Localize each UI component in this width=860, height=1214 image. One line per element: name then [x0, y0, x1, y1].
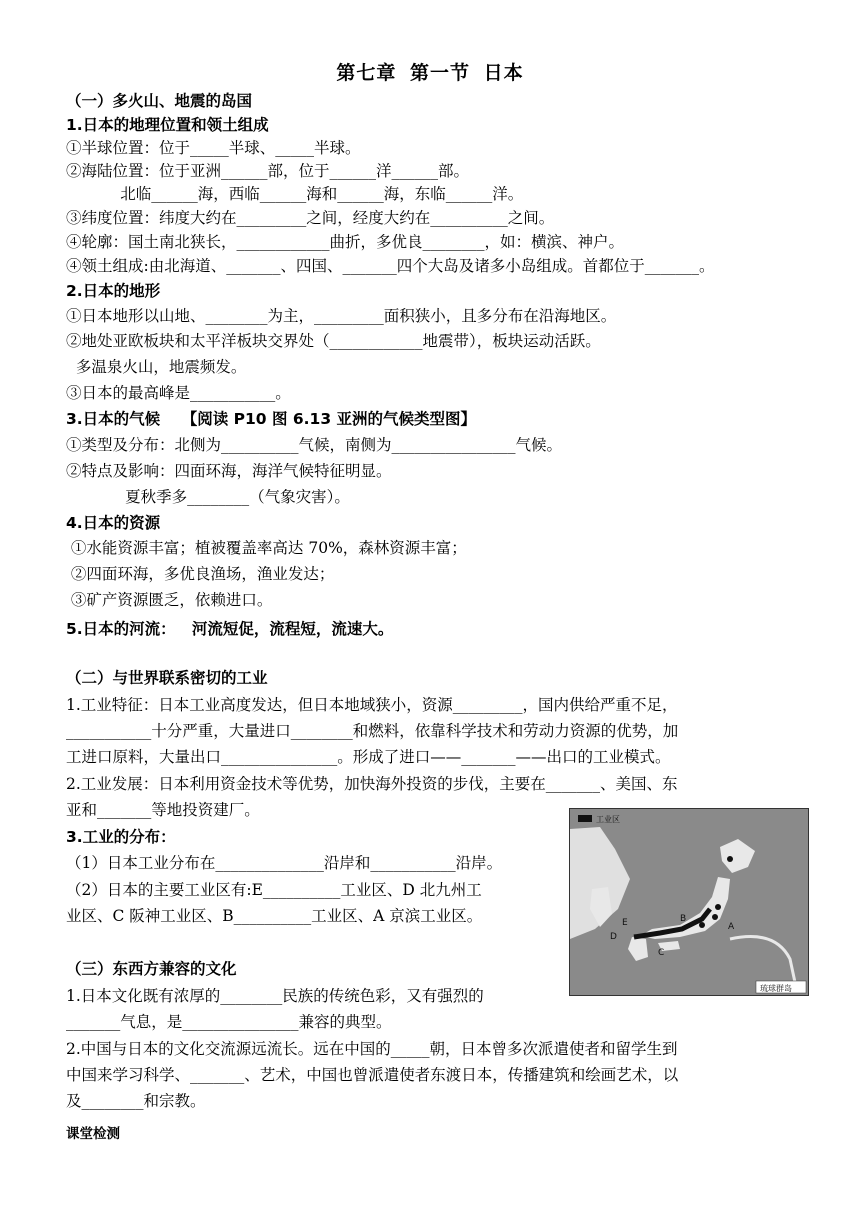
page-title: 第七章 第一节 日本 — [336, 62, 524, 84]
city-marker — [712, 914, 718, 920]
text-line: ②海陆位置：位于亚洲______部，位于______洋______部。 — [66, 162, 470, 180]
text-line: 2.中国与日本的文化交流源远流长。远在中国的_____朝，日本曾多次派遣使者和留学生到 — [66, 1040, 678, 1058]
label-b: B — [680, 914, 687, 924]
text-line: 北临______海，西临______海和______海，东临______洋。 — [66, 185, 524, 203]
text-line: 夏秋季多________（气象灾害）。 — [66, 488, 350, 506]
text-line: （1）日本工业分布在______________沿岸和___________沿岸。 — [66, 854, 503, 872]
japan-industry-map — [569, 808, 809, 996]
text-line: 工进口原料，大量出口_______________。形成了进口——_______——出口的工业模式。 — [66, 748, 671, 766]
section-heading: 2.日本的地形 — [66, 282, 161, 300]
text-line: ___________十分严重，大量进口________和燃料，依靠科学技术和劳动力资源的优势，加 — [66, 722, 679, 740]
text-line: 1.工业特征：日本工业高度发达，但日本地域狭小，资源_________，国内供给严重不足， — [66, 696, 678, 714]
text-line: ①类型及分布：北侧为__________气候，南侧为________________气候。 — [66, 436, 563, 454]
text-line: ①半球位置：位于_____半球、_____半球。 — [66, 139, 361, 157]
legend-label: 工业区 — [596, 815, 620, 824]
text-line: 及________和宗教。 — [66, 1092, 206, 1110]
text-line: ③日本的最高峰是___________。 — [66, 384, 291, 402]
text-line: ②地处亚欧板块和太平洋板块交界处（____________地震带），板块运动活跃。 — [66, 332, 601, 350]
city-marker — [699, 922, 705, 928]
text-line: 业区、C 阪神工业区、B__________工业区、A 京滨工业区。 — [66, 907, 483, 925]
text-line: 多温泉火山，地震频发。 — [66, 358, 247, 376]
text-line: ①水能资源丰富；植被覆盖率高达 70%，森林资源丰富； — [66, 539, 467, 557]
text-line: （2）日本的主要工业区有:E__________工业区、D 北九州工 — [66, 881, 482, 899]
section-heading: 1.日本的地理位置和领土组成 — [66, 116, 269, 134]
text-line: ③纬度位置：纬度大约在_________之间，经度大约在__________之间。 — [66, 209, 555, 227]
text-line: ②四面环海，多优良渔场，渔业发达； — [66, 565, 335, 583]
section-heading: （三）东西方兼容的文化 — [66, 960, 237, 978]
text-line: 2.工业发展：日本利用资金技术等优势，加快海外投资的步伐，主要在_______、美国、东 — [66, 775, 678, 793]
label-a: A — [728, 922, 735, 932]
text-line: ②特点及影响：四面环海，海洋气候特征明显。 — [66, 462, 392, 480]
section-heading: （一）多火山、地震的岛国 — [66, 92, 253, 110]
section-heading: （二）与世界联系密切的工业 — [66, 669, 268, 687]
text-line: ④领土组成:由北海道、_______、四国、_______四个大岛及诸多小岛组成。首都位于_______。 — [66, 257, 715, 275]
text-line: ④轮廓：国土南北狭长，____________曲折，多优良________，如：横滨、神户。 — [66, 233, 625, 251]
text-line: ③矿产资源匮乏，依赖进口。 — [66, 591, 273, 609]
label-e: E — [622, 918, 628, 928]
city-marker — [727, 856, 733, 862]
section-heading: 4.日本的资源 — [66, 514, 161, 532]
section-heading: 3.日本的气候 【阅读 P10 图 6.13 亚洲的气候类型图】 — [66, 410, 477, 428]
section-footer: 课堂检测 — [66, 1126, 120, 1142]
city-marker — [715, 904, 721, 910]
section-heading: 5.日本的河流： 河流短促，流程短，流速大。 — [66, 620, 394, 638]
text-line: ①日本地形以山地、________为主，_________面积狭小，且多分布在沿海地区。 — [66, 307, 617, 325]
label-d: D — [610, 932, 617, 942]
text-line: 1.日本文化既有浓厚的________民族的传统色彩，又有强烈的 — [66, 987, 484, 1005]
label-c: C — [658, 948, 665, 958]
text-line: 亚和_______等地投资建厂。 — [66, 801, 260, 819]
map-caption: 琉球群岛 — [760, 984, 792, 993]
legend-swatch — [578, 815, 592, 822]
text-line: 中国来学习科学、_______、艺术，中国也曾派遣使者东渡日本，传播建筑和绘画艺术，以 — [66, 1066, 679, 1084]
text-line: _______气息，是_______________兼容的典型。 — [66, 1013, 392, 1031]
section-heading: 3.工业的分布： — [66, 828, 176, 846]
